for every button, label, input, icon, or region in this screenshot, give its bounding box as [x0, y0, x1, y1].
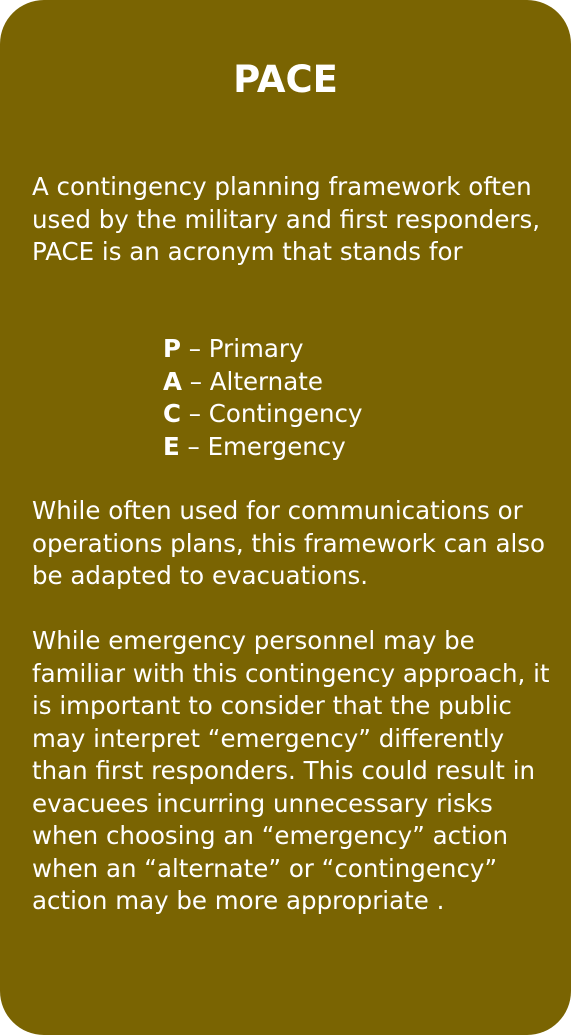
acronym-letter: A [163, 366, 182, 396]
usage-paragraph: While often used for communications or operations plans, this framework can also be adapted to evacuations. [32, 496, 546, 590]
acronym-list [163, 333, 363, 463]
acronym-meaning: – Primary [180, 334, 304, 363]
acronym-letter: P [163, 334, 181, 363]
acronym-meaning: – Alternate [181, 366, 323, 396]
acronym-meaning: – Emergency [179, 431, 346, 461]
warning-paragraph: While emergency personnel may be familiar with this contingency approach, it is important to consider that the public may interpret “emergency” differently than first responders. This could result in evacuees incurring unnecessary risks when choosing an “emergency” action when an “alternate” or “contingency” action may be more appropriate . [32, 626, 550, 915]
acronym-letter: C [163, 399, 181, 428]
card-title: PACE [233, 58, 338, 101]
acronym-meaning: – Contingency [180, 399, 363, 428]
acronym-item-alternate [163, 366, 363, 399]
acronym-item-emergency [163, 431, 363, 464]
acronym-letter: E [163, 431, 180, 461]
acronym-item-primary [163, 333, 363, 366]
acronym-item-contingency [163, 398, 363, 431]
intro-paragraph: A contingency planning framework often used by the military and first responders, PACE is an acronym that stands for [32, 172, 541, 266]
